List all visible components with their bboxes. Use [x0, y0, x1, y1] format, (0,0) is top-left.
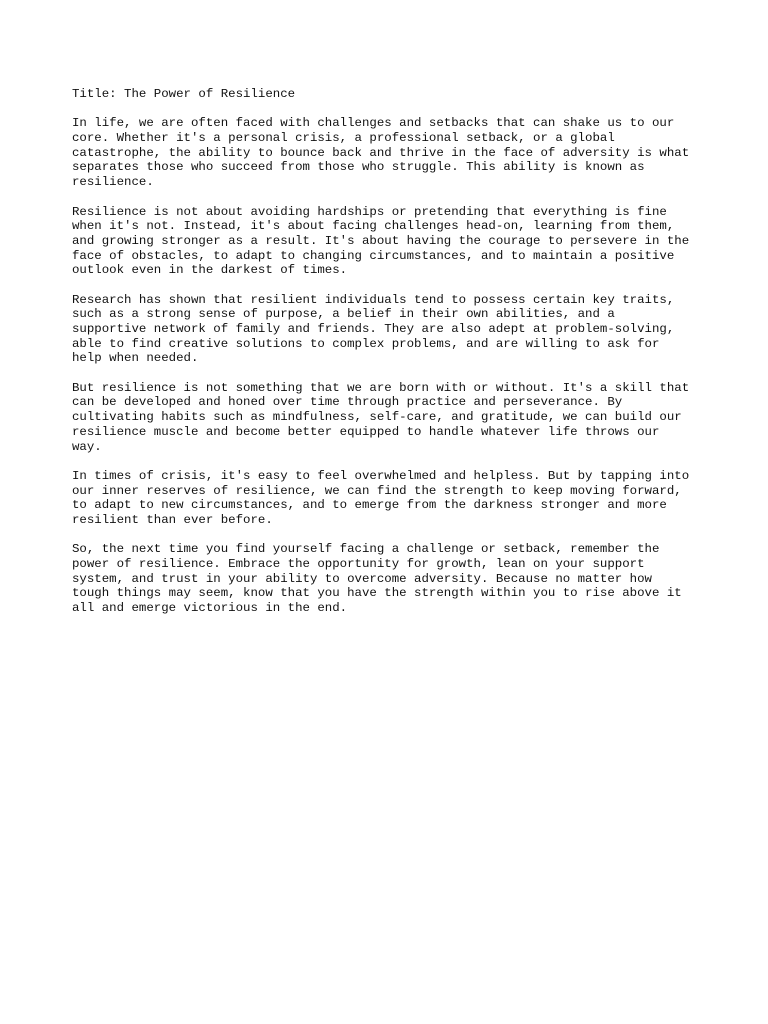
paragraph-2	[72, 205, 712, 278]
paragraph-line: resilience.	[72, 175, 154, 190]
paragraph-line: face of obstacles, to adapt to changing circumstances, and to maintain a positive	[72, 248, 675, 263]
paragraph-line: But resilience is not something that we are born with or without. It's a skill that	[72, 380, 690, 395]
paragraph-3	[72, 293, 712, 366]
paragraph-line: and growing stronger as a result. It's about having the courage to persevere in the	[72, 233, 690, 248]
paragraph-line: supportive network of family and friends. They are also adept at problem-solving,	[72, 322, 675, 336]
paragraph-line: way.	[72, 439, 102, 454]
paragraph-line: can be developed and honed over time through practice and perseverance. By	[72, 395, 623, 410]
paragraph-4	[72, 381, 712, 454]
paragraph-line: system, and trust in your ability to overcome adversity. Because no matter how	[72, 571, 652, 586]
paragraph-1	[72, 116, 712, 189]
paragraph-line: Resilience is not about avoiding hardships or pretending that everything is fine	[72, 204, 667, 219]
paragraph-line: all and emerge victorious in the end.	[72, 601, 348, 616]
document-page	[72, 87, 712, 630]
paragraph-line: So, the next time you find yourself facing a challenge or setback, remember the	[72, 542, 660, 557]
paragraph-line: such as a strong sense of purpose, a belief in their own abilities, and a	[72, 307, 615, 322]
paragraph-line: separates those who succeed from those who struggle. This ability is known as	[72, 160, 645, 175]
paragraph-line: tough things may seem, know that you have the strength within you to rise above it	[72, 586, 682, 601]
paragraph-line: able to find creative solutions to complex problems, and are willing to ask for	[72, 336, 660, 351]
paragraph-line: when it's not. Instead, it's about facing challenges head-on, learning from them,	[72, 219, 675, 234]
paragraph-line: resilient than ever before.	[72, 512, 273, 527]
paragraph-line: help when needed.	[72, 351, 199, 366]
paragraph-line: core. Whether it's a personal crisis, a professional setback, or a global	[72, 131, 615, 146]
paragraph-line: resilience muscle and become better equipped to handle whatever life throws our	[72, 424, 660, 439]
paragraph-line: Research has shown that resilient individuals tend to possess certain key traits,	[72, 292, 675, 307]
paragraph-line: to adapt to new circumstances, and to emerge from the darkness stronger and more	[72, 498, 667, 513]
paragraph-line: our inner reserves of resilience, we can find the strength to keep moving forward,	[72, 483, 682, 498]
paragraph-6	[72, 542, 712, 615]
paragraph-line: power of resilience. Embrace the opportunity for growth, lean on your support	[72, 557, 645, 571]
paragraph-line: cultivating habits such as mindfulness, self-care, and gratitude, we can build our	[72, 410, 682, 425]
document-title: Title: The Power of Resilience	[72, 87, 296, 101]
paragraph-line: In life, we are often faced with challenges and setbacks that can shake us to our	[72, 116, 675, 131]
paragraph-line: In times of crisis, it's easy to feel overwhelmed and helpless. But by tapping into	[72, 468, 690, 483]
paragraph-line: catastrophe, the ability to bounce back and thrive in the face of adversity is what	[72, 145, 690, 160]
paragraph-line: outlook even in the darkest of times.	[72, 263, 348, 278]
paragraph-5	[72, 469, 712, 528]
